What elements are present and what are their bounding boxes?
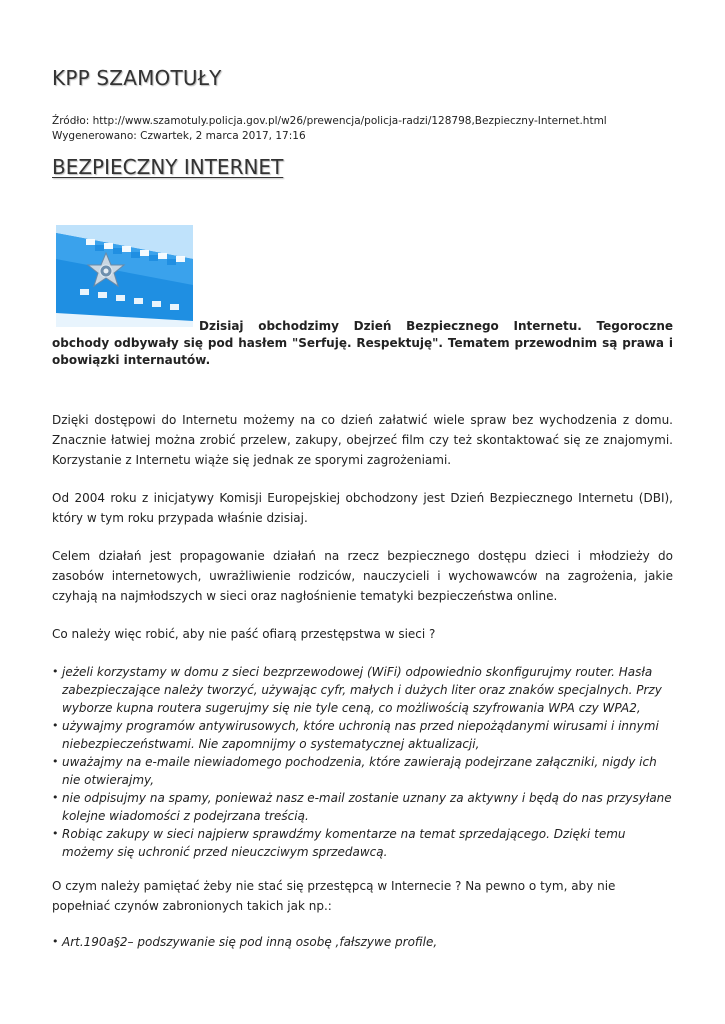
list-item — [52, 753, 673, 789]
bullet-icon: • — [52, 827, 59, 840]
paragraph-1: Dzięki dostępowi do Internetu możemy na co dzień załatwić wiele spraw bez wychodzenia z domu. Znacznie łatwiej można zrobić przelew, zakupy, obejrzeć film czy też skontaktować się ze znajomymi. Korzystanie z Internetu wiąże się jednak ze sporymi zagrożeniami. — [52, 413, 673, 467]
list-item-text: Art.190a§2– podszywanie się pod inną osobę ,fałszywe profile, — [62, 935, 438, 949]
list-item-text: jeżeli korzystamy w domu z sieci bezprzewodowej (WiFi) odpowiednio skonfigurujmy router. Hasła zabezpieczające należy tworzyć, używając cyfr, małych i dużych liter oraz znaków specjalnych. Przy wyborze kupna routera sugerujmy się nie tyle ceną, co możliwością szyfrowania WPA czy WPA2, — [62, 665, 662, 715]
list-item-text: Robiąc zakupy w sieci najpierw sprawdźmy komentarze na temat sprzedającego. Dzięki temu możemy się uchronić przed nieuczciwym sprzedawcą. — [62, 827, 626, 859]
document-meta — [52, 114, 607, 144]
source-line: Źródło: http://www.szamotuly.policja.gov.pl/w26/prewencja/policja-radzi/128798,Bezpieczny-Internet.html — [52, 115, 607, 127]
generated-line: Wygenerowano: Czwartek, 2 marca 2017, 17:16 — [52, 130, 306, 142]
paragraph-4: Co należy więc robić, aby nie paść ofiarą przestępstwa w sieci ? — [52, 627, 436, 641]
article-image — [56, 225, 193, 327]
article-title: BEZPIECZNY INTERNET — [52, 155, 284, 179]
list-item — [52, 933, 673, 951]
bullet-icon: • — [52, 665, 59, 678]
list-item — [52, 789, 673, 825]
list-item-text: używajmy programów antywirusowych, które uchronią nas przed niepożądanymi wirusami i innymi niebezpieczeństwami. Nie zapomnijmy o systematycznej aktualizacji, — [62, 719, 659, 751]
bullet-icon: • — [52, 791, 59, 804]
site-title: KPP SZAMOTUŁY — [52, 66, 222, 90]
bullet-icon: • — [52, 719, 59, 732]
paragraph-2: Od 2004 roku z inicjatywy Komisji Europejskiej obchodzony jest Dzień Bezpiecznego Internetu (DBI), który w tym roku przypada właśnie dzisiaj. — [52, 491, 673, 525]
list-item-text: uważajmy na e-maile niewiadomego pochodzenia, które zawierają podejrzane załączniki, nigdy ich nie otwierajmy, — [62, 755, 657, 787]
list-item — [52, 825, 673, 861]
crime-intro: O czym należy pamiętać żeby nie stać się przestępcą w Internecie ? Na pewno o tym, aby nie popełniać czynów zabronionych takich jak np.: — [52, 879, 616, 913]
police-star-badge-icon — [56, 225, 193, 327]
list-item — [52, 717, 673, 753]
safety-tips-list — [52, 663, 673, 861]
list-item — [52, 663, 673, 717]
list-item-text: nie odpisujmy na spamy, ponieważ nasz e-mail zostanie uznany za aktywny i będą do nas przysyłane kolejne wiadomości z podejrzana treścią. — [62, 791, 672, 823]
article-lead: Dzisiaj obchodzimy Dzień Bezpiecznego Internetu. Tegoroczne obchody odbywały się pod hasłem "Serfuję. Respektuję". Tematem przewodnim są prawa i obowiązki internautów. — [52, 319, 673, 367]
paragraph-3: Celem działań jest propagowanie działań na rzecz bezpiecznego dostępu dzieci i młodzieży do zasobów internetowych, uwrażliwienie rodziców, nauczycieli i wychowawców na zagrożenia, jakie czyhają na najmłodszych w sieci oraz nagłośnienie tematyki bezpieczeństwa online. — [52, 549, 673, 603]
bullet-icon: • — [52, 755, 59, 768]
bullet-icon: • — [52, 935, 59, 948]
crimes-list — [52, 933, 673, 951]
